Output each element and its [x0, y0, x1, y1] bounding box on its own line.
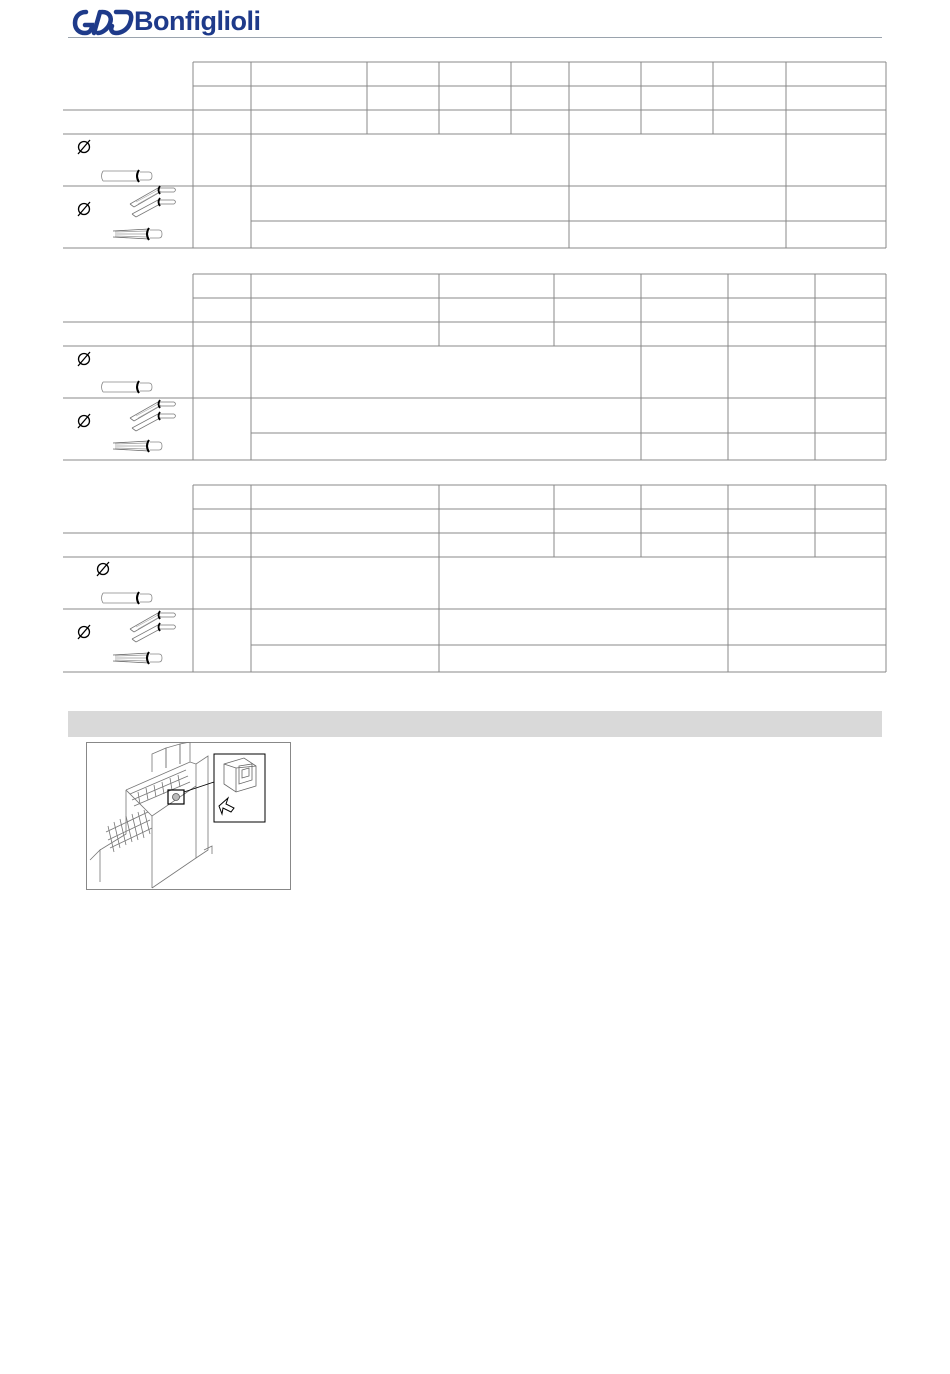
stranded-wire-icon	[113, 652, 162, 664]
diameter-icon	[78, 140, 90, 154]
diameter-icon	[97, 562, 109, 576]
brand-name: Bonfiglioli	[134, 6, 261, 36]
ferrule-wire-icon	[130, 400, 176, 431]
inverter-terminal-illustration-icon	[86, 742, 291, 890]
diameter-icon	[78, 414, 90, 428]
diameter-icon	[78, 625, 90, 639]
stranded-wire-icon	[113, 440, 162, 452]
ferrule-wire-icon	[130, 186, 176, 217]
ferrule-wire-icon	[130, 611, 176, 642]
stranded-wire-icon	[113, 228, 162, 240]
section-heading-bar	[68, 711, 882, 737]
solid-wire-icon	[102, 170, 153, 182]
diameter-icon	[78, 202, 90, 216]
solid-wire-icon	[102, 592, 153, 604]
solid-wire-icon	[102, 381, 153, 393]
diameter-icon	[78, 352, 90, 366]
